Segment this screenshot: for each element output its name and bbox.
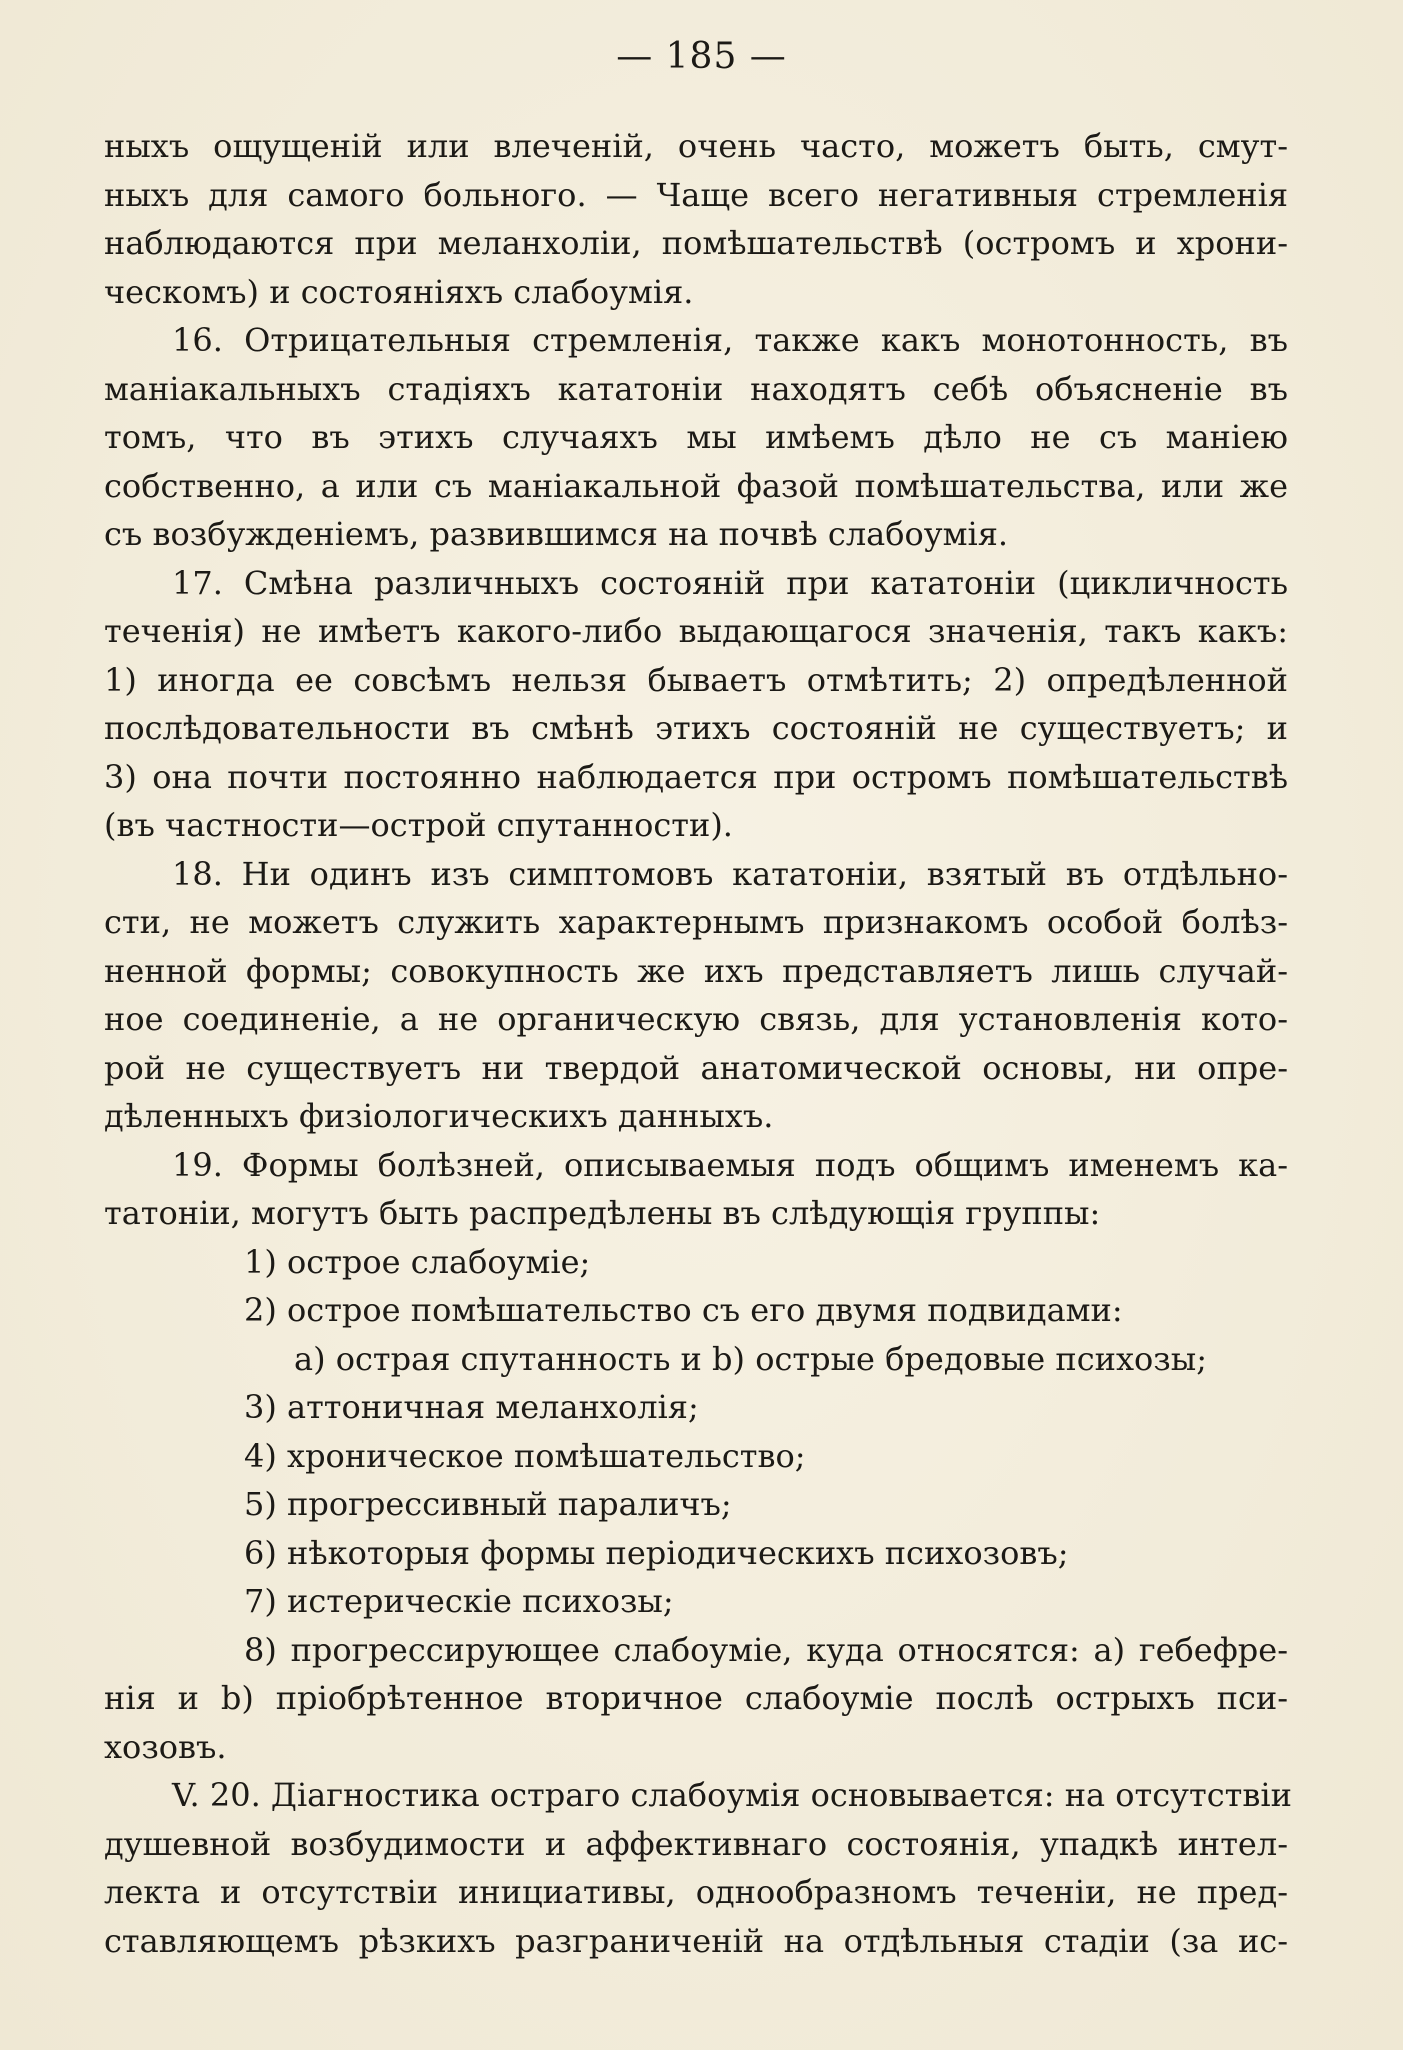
text-line: ное соединеніе, а не органическую связь, для установленія кото- [104, 1000, 1288, 1038]
text-line: томъ, что въ этихъ случаяхъ мы имѣемъ дѣло не съ маніею [104, 418, 1288, 456]
text-line: ненной формы; совокупность же ихъ представляетъ лишь случай- [104, 951, 1288, 990]
text-line: 17. Смѣна различныхъ состояній при кататоніи (цикличность [172, 563, 1288, 602]
text-line: хозовъ. [104, 1727, 227, 1766]
text-line: теченія) не имѣетъ какого-либо выдающагося значенія, такъ какъ: [104, 612, 1288, 650]
text-line: 3) аттоничная меланхолія; [244, 1388, 699, 1426]
text-line: 7) истерическіе психозы; [244, 1582, 674, 1620]
text-line: (въ частности—острой спутанности). [104, 806, 733, 844]
text-line: 16. Отрицательныя стремленія, также какъ монотонность, въ [172, 321, 1288, 359]
text-line: 6) нѣкоторыя формы періодическихъ психозовъ; [244, 1533, 1069, 1572]
text-line: лекта и отсутствіи инициативы, однообразномъ теченіи, не пред- [104, 1873, 1288, 1911]
text-line: татоніи, могутъ быть распредѣлены въ слѣдующія группы: [104, 1194, 1101, 1232]
text-line: ныхъ ощущеній или влеченій, очень часто, можетъ быть, смут- [104, 127, 1288, 165]
text-line: собственно, а или съ маніакальной фазой помѣшательства, или же [104, 466, 1288, 505]
text-line: ставляющемъ рѣзкихъ разграниченій на отдѣльныя стадіи (за ис- [104, 1921, 1288, 1960]
text-line: душевной возбудимости и аффективнаго состоянія, упадкѣ интел- [104, 1824, 1288, 1863]
text-line: сти, не можетъ служить характернымъ признакомъ особой болѣз- [104, 903, 1288, 941]
text-line: 19. Формы болѣзней, описываемыя подъ общимъ именемъ ка- [172, 1145, 1288, 1184]
page-number: — 185 — [616, 36, 787, 77]
text-line: 3) она почти постоянно наблюдается при остромъ помѣшательствѣ [104, 757, 1288, 796]
text-line: 2) острое помѣшательство съ его двумя подвидами: [244, 1291, 1123, 1329]
body-text [104, 122, 1292, 1965]
text-line: ныхъ для самого больного. — Чаще всего негативныя стремленія [104, 175, 1288, 214]
text-line: съ возбужденіемъ, развившимся на почвѣ слабоумія. [104, 515, 1009, 553]
text-line: 1) острое слабоуміе; [244, 1242, 591, 1281]
text-line: дѣленныхъ физіологическихъ данныхъ. [104, 1097, 774, 1135]
text-line: 4) хроническое помѣшательство; [244, 1436, 806, 1475]
text-line: ческомъ) и состояніяхъ слабоумія. [104, 272, 694, 311]
text-line: рой не существуетъ ни твердой анатомической основы, ни опре- [104, 1048, 1288, 1087]
text-line: нія и b) пріобрѣтенное вторичное слабоуміе послѣ острыхъ пси- [104, 1679, 1288, 1717]
text-line: маніакальныхъ стадіяхъ кататоніи находятъ себѣ объясненіе въ [104, 369, 1288, 408]
text-line: наблюдаются при меланхоліи, помѣшательствѣ (остромъ и хрони- [104, 224, 1288, 262]
text-line: V. 20. Діагностика остраго слабоумія основывается: на отсутствіи [172, 1776, 1292, 1814]
text-line: a) острая спутанность и b) острые бредовые психозы; [294, 1339, 1207, 1378]
text-line: 8) прогрессирующее слабоуміе, куда относятся: a) гебефре- [244, 1630, 1288, 1669]
text-line: 5) прогрессивный параличъ; [244, 1485, 732, 1523]
text-line: 1) иногда ее совсѣмъ нельзя бываетъ отмѣтить; 2) опредѣленной [104, 660, 1288, 699]
text-line: послѣдовательности въ смѣнѣ этихъ состояній не существуетъ; и [104, 709, 1288, 747]
text-line: 18. Ни одинъ изъ симптомовъ кататоніи, взятый въ отдѣльно- [172, 854, 1288, 893]
